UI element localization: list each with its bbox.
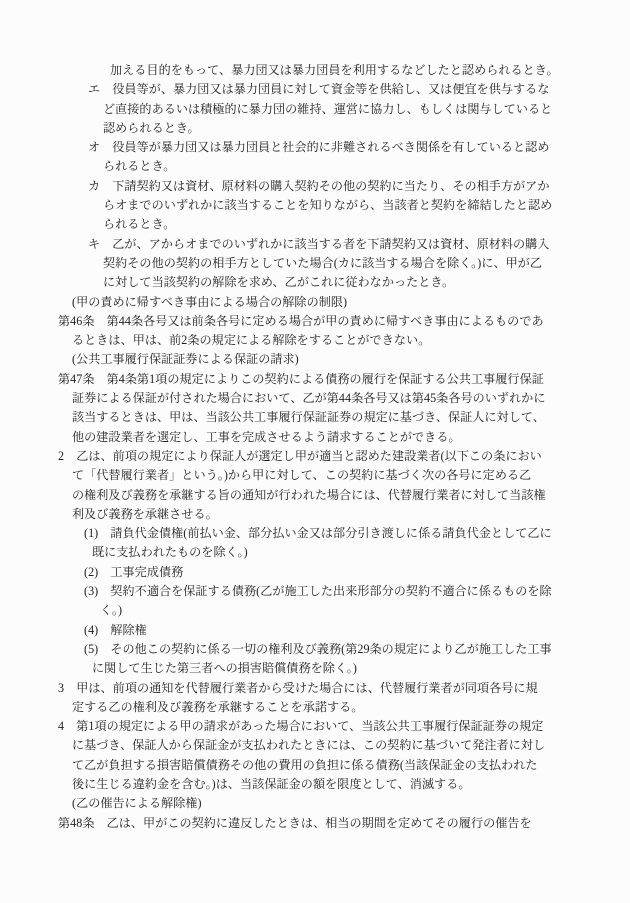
document-line: て「代替履行業者」という。)から甲に対して、この契約に基づく次の各号に定める乙 — [72, 468, 532, 483]
document-line: 定する乙の権利及び義務を承継することを承諾する。 — [72, 699, 364, 714]
document-line: カ 下請契約又は資材、原材料の購入契約その他の契約に当たり、その相手方がアか — [88, 178, 550, 193]
document-line: 第47条 第4条第1項の規定によりこの契約による債務の履行を保証する公共工事履行保証 — [58, 371, 544, 386]
document-line: 後に生じる違約金を含む。)は、当該保証金の額を限度として、消滅する。 — [72, 776, 471, 791]
document-line: に関して生じた第三者への損害賠償債務を除く。) — [92, 661, 357, 676]
document-line: 加える目的をもって、暴力団又は暴力団員を利用するなどしたと認められるとき。 — [110, 63, 559, 77]
document-line: キ 乙が、アからオまでのいずれかに該当する者を下請契約又は資材、原材料の購入 — [88, 236, 550, 251]
document-line: るときは、甲は、前2条の規定による解除をすることができない。 — [72, 333, 431, 348]
document-line: エ 役員等が、暴力団又は暴力団員に対して資金等を供給し、又は便宜を供与するな — [88, 82, 550, 97]
document-line: 4 第1項の規定による甲の請求があった場合において、当該公共工事履行保証証券の規定 — [58, 719, 544, 734]
document-line: (3) 契約不適合を保証する債務(乙が施工した出来形部分の契約不適合に係るものを除 — [84, 584, 552, 599]
document-line: られるとき。 — [103, 159, 176, 174]
document-line: (4) 解除権 — [84, 622, 147, 637]
document-line: (甲の責めに帰すべき事由による場合の解除の制限) — [72, 294, 348, 309]
document-line: (公共工事履行保証証券による保証の請求) — [72, 352, 299, 367]
document-line: 証券による保証が付された場合において、乙が第44条各号又は第45条各号のいずれかに — [72, 391, 546, 406]
document-line: (5) その他この契約に係る一切の権利及び義務(第29条の規定により乙が施工した工事 — [84, 641, 552, 656]
document-line: 第46条 第44条各号又は前条各号に定める場合が甲の責めに帰すべき事由によるものであ — [58, 313, 544, 328]
document-line: 2 乙は、前項の規定により保証人が選定し甲が適当と認めた建設業者(以下この条におい — [58, 448, 542, 463]
document-line: 認められるとき。 — [103, 120, 200, 135]
document-line: 3 甲は、前項の通知を代替履行業者から受けた場合には、代替履行業者が同項各号に規 — [58, 680, 538, 695]
document-line: 他の建設業者を選定し、工事を完成させるよう請求することができる。 — [72, 429, 461, 444]
document-line: の権利及び義務を承継する旨の通知が行われた場合には、代替履行業者に対して当該権 — [72, 487, 546, 502]
document-line: 利及び義務を承継させる。 — [72, 506, 218, 521]
document-line: オ 役員等が暴力団又は暴力団員と社会的に非難されるべき関係を有していると認め — [88, 140, 550, 155]
document-line: 第48条 乙は、甲がこの契約に違反したときは、相当の期間を定めてその履行の催告を — [58, 815, 532, 830]
document-line: 既に支払われたものを除く。) — [92, 545, 248, 560]
document-line: ど直接的あるいは積極的に暴力団の維持、運営に協力し、もしくは関与していると — [103, 101, 553, 116]
document-line: らオまでのいずれかに該当することを知りながら、当該者と契約を締結したと認め — [103, 198, 553, 213]
document-line: 契約その他の契約の相手方としていた場合(カに該当する場合を除く。)に、甲が乙 — [103, 255, 543, 270]
document-line: く。) — [100, 603, 123, 618]
document-line: に基づき、保証人から保証金が支払われたときには、この契約に基づいて発注者に対し — [72, 738, 546, 753]
document-line: られるとき。 — [103, 217, 176, 232]
document-line: に対して当該契約の解除を求め、乙がこれに従わなかったとき。 — [103, 275, 455, 290]
document-line: (2) 工事完成債務 — [84, 564, 184, 579]
document-line: 該当するときは、甲は、当該公共工事履行保証証券の規定に基づき、保証人に対して、 — [72, 410, 545, 425]
document-line: (1) 請負代金債権(前払い金、部分払い金又は部分引き渡しに係る請負代金として乙に — [84, 526, 552, 541]
document-line: (乙の催告による解除権) — [72, 796, 202, 811]
document-line: て乙が負担する損害賠償債務その他の費用の負担に係る債務(当該保証金の支払われた — [72, 757, 538, 772]
document-lines — [58, 61, 580, 833]
